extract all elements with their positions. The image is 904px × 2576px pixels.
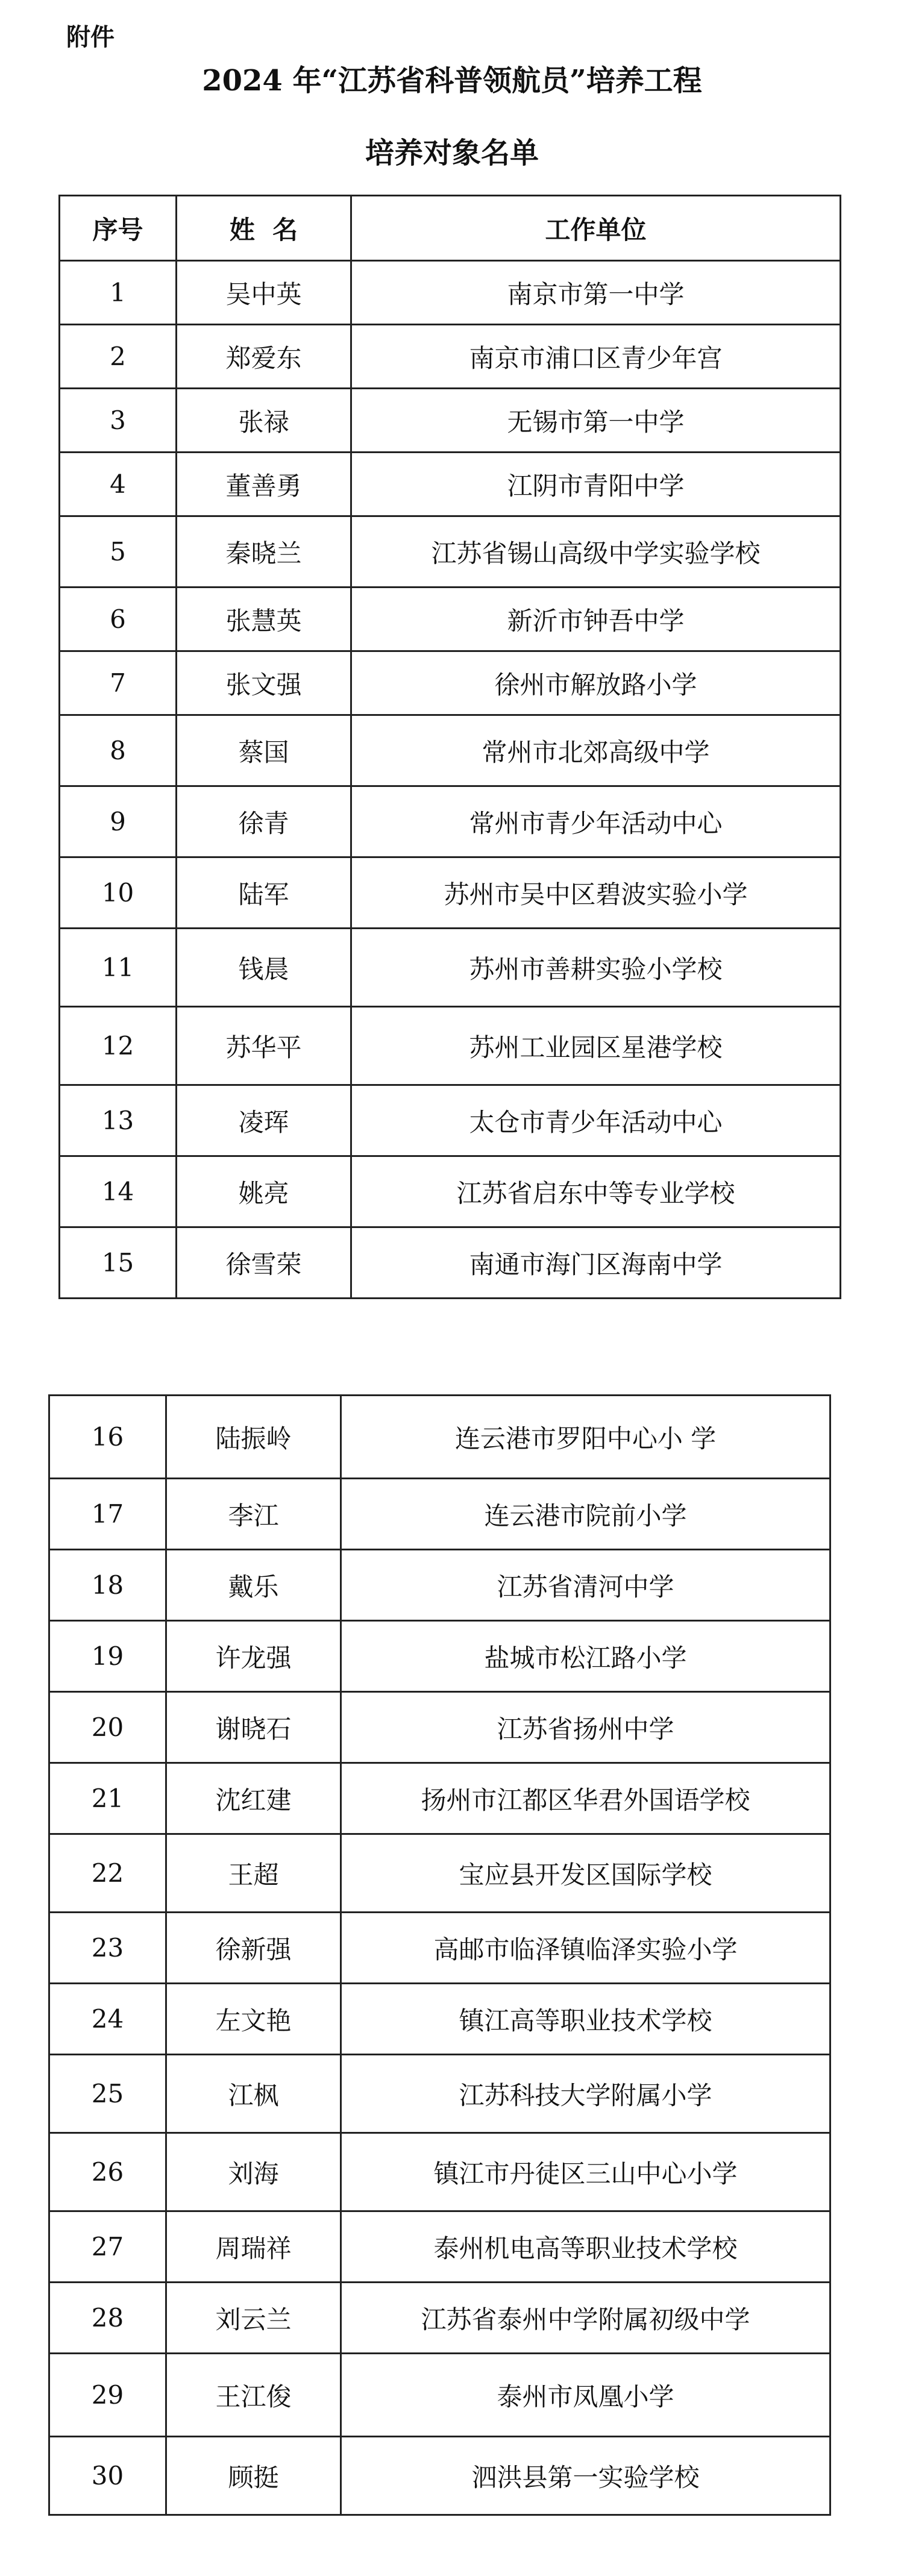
row-name: 钱晨 xyxy=(177,929,351,1007)
row-name: 徐青 xyxy=(177,786,351,857)
row-unit: 江苏省锡山高级中学实验学校 xyxy=(351,516,841,588)
row-index: 17 xyxy=(49,1479,166,1550)
row-unit: 泗洪县第一实验学校 xyxy=(341,2437,830,2515)
row-index: 14 xyxy=(60,1156,177,1227)
row-name: 周瑞祥 xyxy=(166,2211,341,2283)
row-name: 江枫 xyxy=(166,2055,341,2133)
row-unit: 苏州市吴中区碧波实验小学 xyxy=(351,857,841,929)
row-name: 许龙强 xyxy=(166,1621,341,1692)
table-row xyxy=(60,1007,841,1085)
row-name: 李江 xyxy=(166,1479,341,1550)
row-index: 3 xyxy=(60,389,177,453)
table-row xyxy=(60,651,841,715)
row-unit: 无锡市第一中学 xyxy=(351,389,841,453)
row-index: 13 xyxy=(60,1085,177,1156)
row-unit: 宝应县开发区国际学校 xyxy=(341,1834,830,1913)
row-index: 16 xyxy=(49,1396,166,1479)
column-header-unit: 工作单位 xyxy=(351,196,841,261)
row-name: 左文艳 xyxy=(166,1984,341,2055)
row-name: 戴乐 xyxy=(166,1550,341,1621)
table-header-row xyxy=(60,196,841,261)
row-name: 徐新强 xyxy=(166,1913,341,1984)
row-unit: 泰州市凤凰小学 xyxy=(341,2354,830,2437)
table-row xyxy=(49,2211,830,2283)
row-name: 王江俊 xyxy=(166,2354,341,2437)
row-index: 24 xyxy=(49,1984,166,2055)
table-row xyxy=(49,1550,830,1621)
table-row xyxy=(49,1479,830,1550)
row-index: 20 xyxy=(49,1692,166,1763)
document-subtitle: 培养对象名单 xyxy=(365,136,539,170)
table-row xyxy=(49,1763,830,1834)
row-index: 2 xyxy=(60,325,177,389)
table-row xyxy=(60,786,841,857)
row-name: 陆振岭 xyxy=(166,1396,341,1479)
row-name: 刘云兰 xyxy=(166,2283,341,2354)
row-unit: 江苏省扬州中学 xyxy=(341,1692,830,1763)
row-unit: 泰州机电高等职业技术学校 xyxy=(341,2211,830,2283)
row-unit: 镇江市丹徒区三山中心小学 xyxy=(341,2133,830,2211)
row-unit: 常州市青少年活动中心 xyxy=(351,786,841,857)
row-unit: 太仓市青少年活动中心 xyxy=(351,1085,841,1156)
table-row xyxy=(60,1085,841,1156)
row-unit: 苏州市善耕实验小学校 xyxy=(351,929,841,1007)
row-name: 张慧英 xyxy=(177,588,351,651)
row-index: 23 xyxy=(49,1913,166,1984)
table-row xyxy=(49,1834,830,1913)
table-row xyxy=(49,2055,830,2133)
row-index: 22 xyxy=(49,1834,166,1913)
row-name: 张文强 xyxy=(177,651,351,715)
row-index: 30 xyxy=(49,2437,166,2515)
table-row xyxy=(60,389,841,453)
table-row xyxy=(60,715,841,786)
row-name: 张禄 xyxy=(177,389,351,453)
row-name: 秦晓兰 xyxy=(177,516,351,588)
row-index: 18 xyxy=(49,1550,166,1621)
row-name: 陆军 xyxy=(177,857,351,929)
row-unit: 江苏省泰州中学附属初级中学 xyxy=(341,2283,830,2354)
row-index: 27 xyxy=(49,2211,166,2283)
roster-table-part2 xyxy=(48,1394,831,2516)
row-index: 29 xyxy=(49,2354,166,2437)
table-row xyxy=(60,929,841,1007)
table-row xyxy=(60,261,841,325)
row-index: 15 xyxy=(60,1227,177,1299)
table-row xyxy=(60,857,841,929)
row-unit: 江苏省清河中学 xyxy=(341,1550,830,1621)
row-index: 1 xyxy=(60,261,177,325)
row-index: 25 xyxy=(49,2055,166,2133)
table-row xyxy=(49,2283,830,2354)
row-name: 王超 xyxy=(166,1834,341,1913)
table-row xyxy=(60,325,841,389)
row-index: 7 xyxy=(60,651,177,715)
table-row xyxy=(49,1913,830,1984)
column-header-index: 序号 xyxy=(60,196,177,261)
row-index: 26 xyxy=(49,2133,166,2211)
row-unit: 苏州工业园区星港学校 xyxy=(351,1007,841,1085)
row-index: 12 xyxy=(60,1007,177,1085)
row-name: 郑爱东 xyxy=(177,325,351,389)
row-name: 徐雪荣 xyxy=(177,1227,351,1299)
row-unit: 常州市北郊高级中学 xyxy=(351,715,841,786)
row-name: 董善勇 xyxy=(177,453,351,516)
row-unit: 江阴市青阳中学 xyxy=(351,453,841,516)
table-row xyxy=(60,588,841,651)
row-index: 5 xyxy=(60,516,177,588)
row-index: 6 xyxy=(60,588,177,651)
row-name: 苏华平 xyxy=(177,1007,351,1085)
row-unit: 连云港市院前小学 xyxy=(341,1479,830,1550)
table-row xyxy=(60,516,841,588)
row-unit: 南京市第一中学 xyxy=(351,261,841,325)
table-row xyxy=(49,1984,830,2055)
table-row xyxy=(49,2437,830,2515)
row-name: 顾挺 xyxy=(166,2437,341,2515)
table-row xyxy=(60,1227,841,1299)
row-index: 8 xyxy=(60,715,177,786)
row-name: 凌珲 xyxy=(177,1085,351,1156)
table-row xyxy=(60,1156,841,1227)
row-unit: 南通市海门区海南中学 xyxy=(351,1227,841,1299)
row-name: 沈红建 xyxy=(166,1763,341,1834)
row-name: 蔡国 xyxy=(177,715,351,786)
row-unit: 江苏科技大学附属小学 xyxy=(341,2055,830,2133)
table-row xyxy=(49,1692,830,1763)
row-unit: 江苏省启东中等专业学校 xyxy=(351,1156,841,1227)
column-header-name: 姓 名 xyxy=(177,196,351,261)
row-index: 9 xyxy=(60,786,177,857)
row-index: 10 xyxy=(60,857,177,929)
table-row xyxy=(49,2133,830,2211)
row-name: 刘海 xyxy=(166,2133,341,2211)
row-name: 姚亮 xyxy=(177,1156,351,1227)
row-unit: 徐州市解放路小学 xyxy=(351,651,841,715)
row-name: 吴中英 xyxy=(177,261,351,325)
row-unit: 扬州市江都区华君外国语学校 xyxy=(341,1763,830,1834)
table-row xyxy=(49,1396,830,1479)
row-index: 28 xyxy=(49,2283,166,2354)
row-unit: 连云港市罗阳中心小 学 xyxy=(341,1396,830,1479)
table-row xyxy=(49,1621,830,1692)
table-row xyxy=(49,2354,830,2437)
row-index: 4 xyxy=(60,453,177,516)
document-title: 2024 年“江苏省科普领航员”培养工程 xyxy=(202,64,702,98)
roster-table-part1 xyxy=(58,195,841,1299)
row-unit: 南京市浦口区青少年宫 xyxy=(351,325,841,389)
table-row xyxy=(60,453,841,516)
row-unit: 盐城市松江路小学 xyxy=(341,1621,830,1692)
row-unit: 镇江高等职业技术学校 xyxy=(341,1984,830,2055)
attachment-label: 附件 xyxy=(66,24,115,51)
row-index: 19 xyxy=(49,1621,166,1692)
row-unit: 高邮市临泽镇临泽实验小学 xyxy=(341,1913,830,1984)
row-index: 21 xyxy=(49,1763,166,1834)
row-unit: 新沂市钟吾中学 xyxy=(351,588,841,651)
row-name: 谢晓石 xyxy=(166,1692,341,1763)
row-index: 11 xyxy=(60,929,177,1007)
